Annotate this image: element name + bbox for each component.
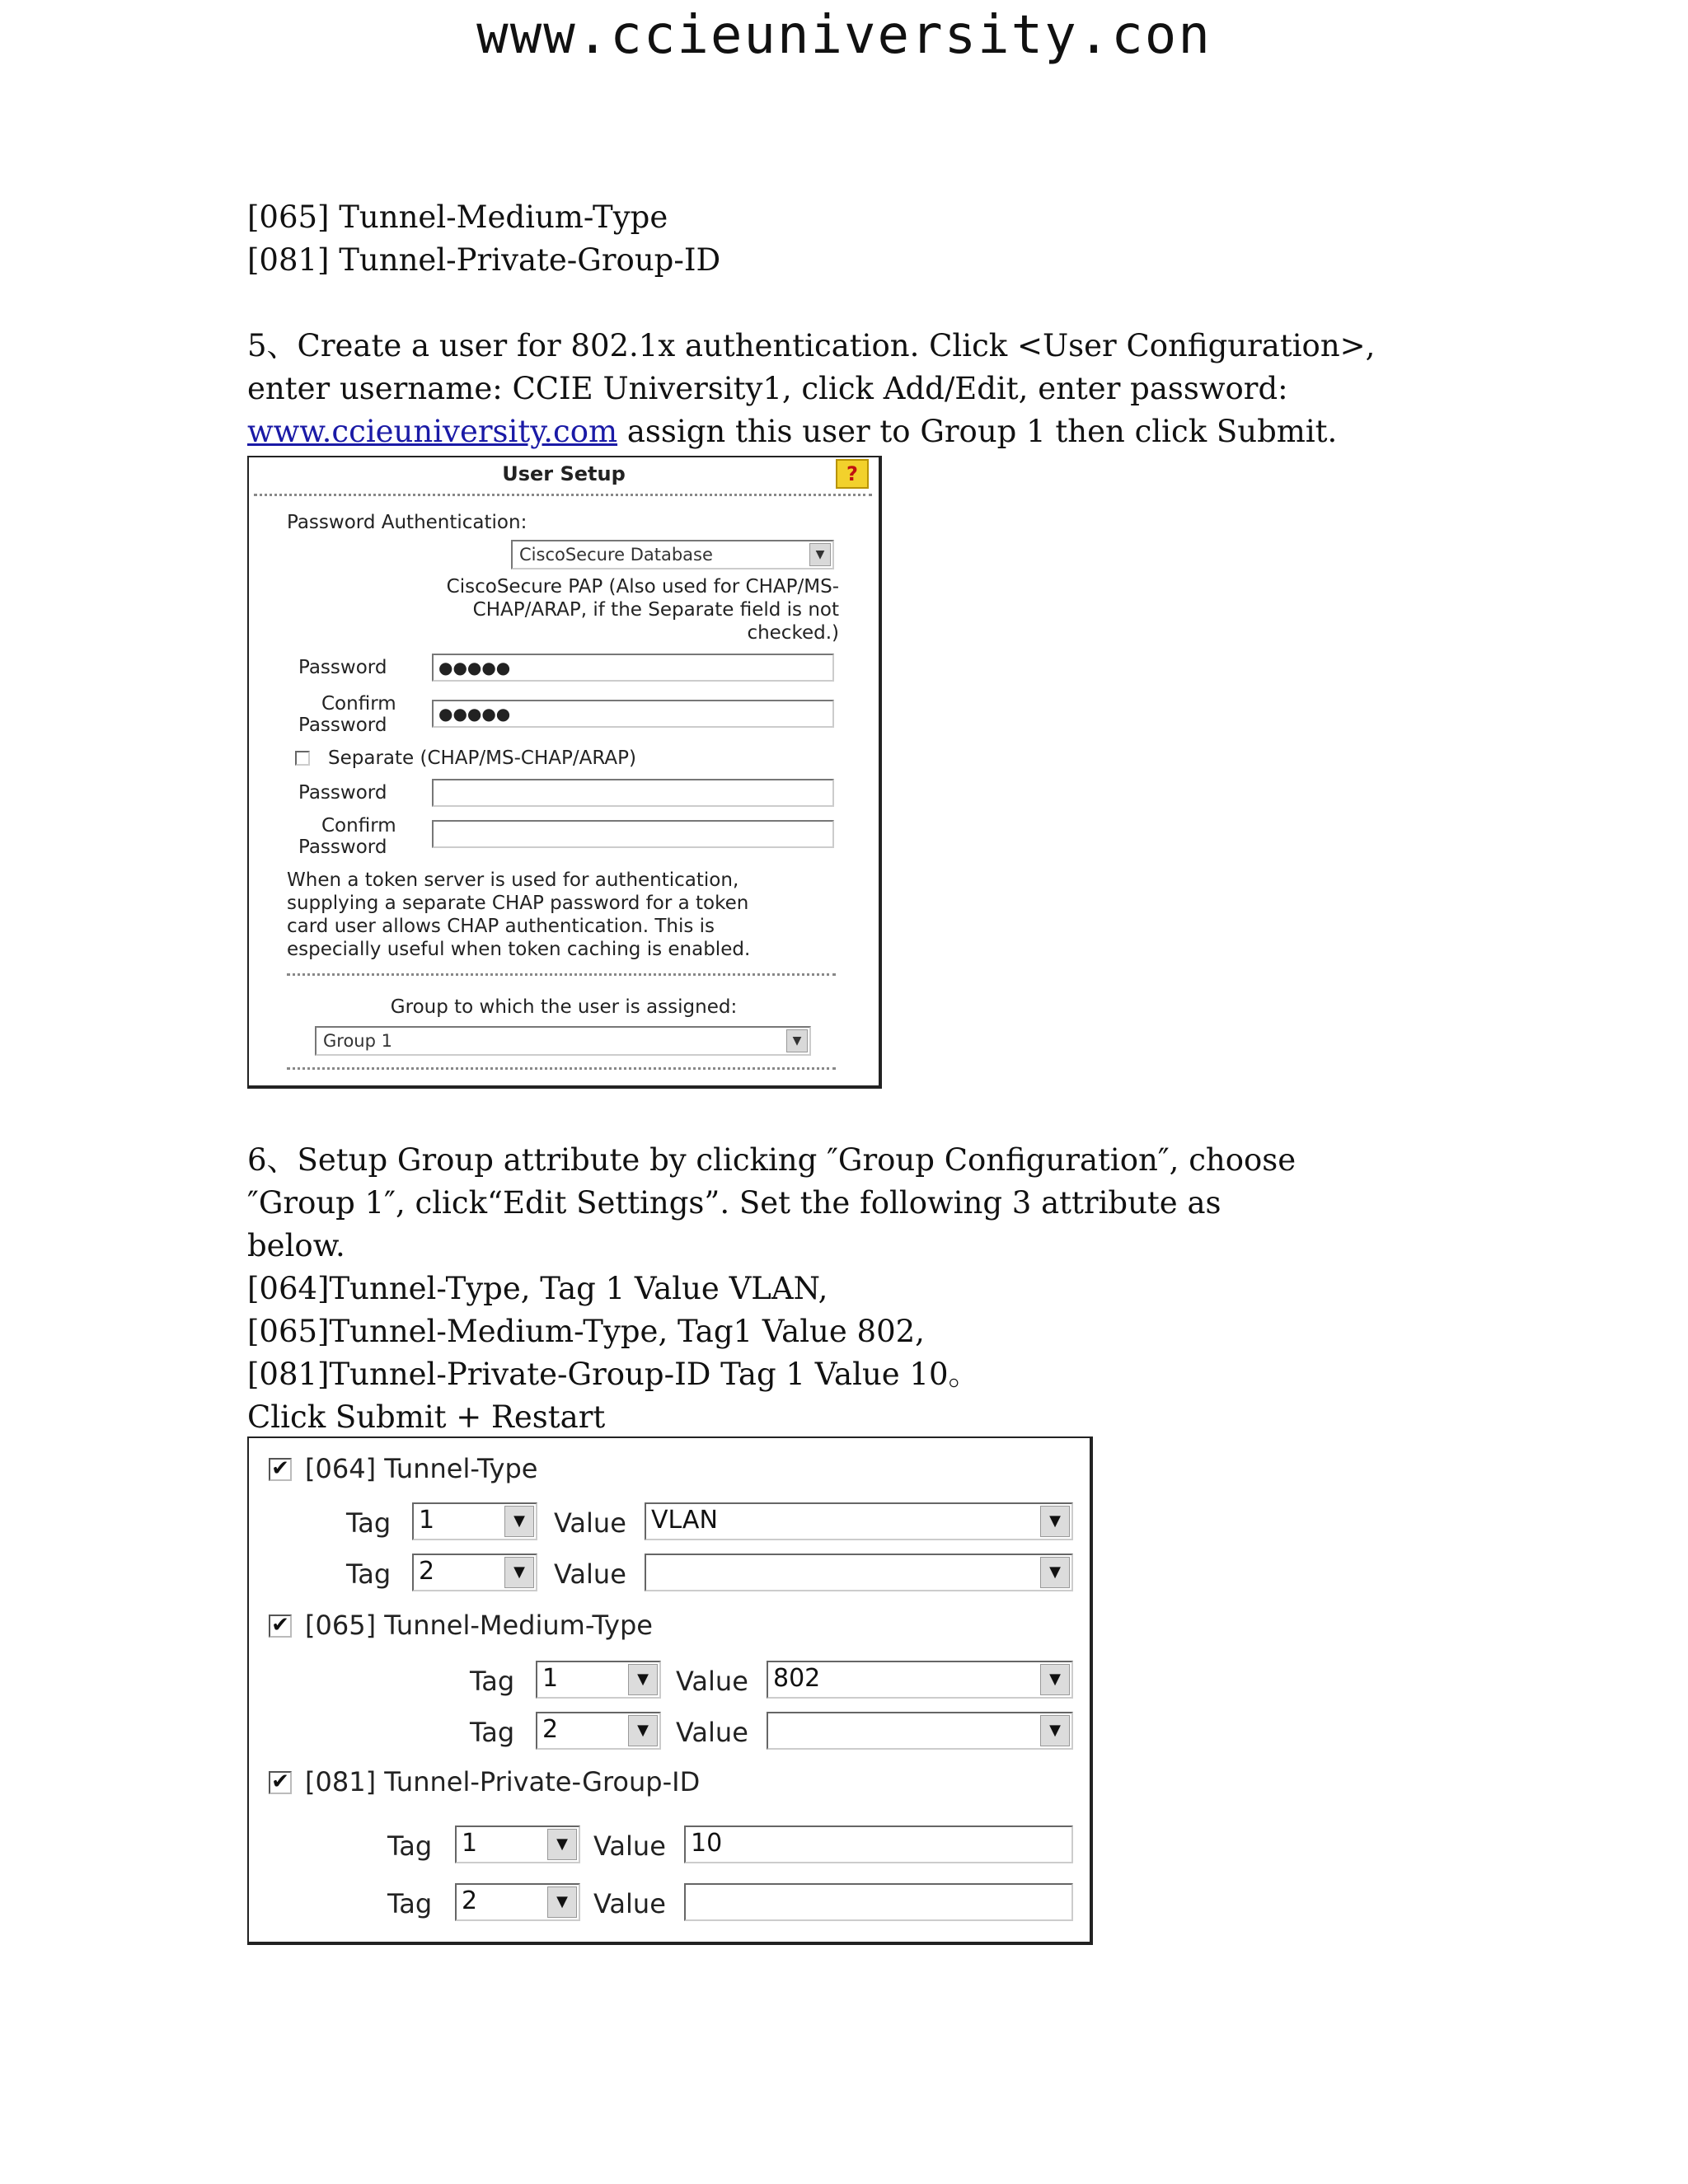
intro-line: [065] Tunnel-Medium-Type <box>247 199 668 235</box>
pap-note-line: checked.) <box>747 622 839 644</box>
value-label: Value <box>593 1888 666 1919</box>
value-text: 802 <box>773 1664 821 1693</box>
step-6-line: 6、Setup Group attribute by clicking ″Group Configuration″, choose <box>247 1142 1296 1178</box>
value-text: VLAN <box>651 1506 718 1535</box>
database-select[interactable] <box>511 540 834 569</box>
separate-label: Separate (CHAP/MS-CHAP/ARAP) <box>328 748 636 769</box>
attribute-name: [065] Tunnel-Medium-Type <box>305 1610 653 1641</box>
intro-line: [081] Tunnel-Private-Group-ID <box>247 242 721 278</box>
tag-value: 2 <box>542 1715 559 1744</box>
password-auth-label: Password Authentication: <box>287 512 528 533</box>
site-header: www.ccieuniversity.con <box>476 5 1212 66</box>
help-icon[interactable]: ? <box>836 459 869 489</box>
group-label: Group to which the user is assigned: <box>390 996 738 1018</box>
value-label: Value <box>554 1507 626 1539</box>
chevron-down-icon[interactable]: ▼ <box>786 1029 808 1052</box>
confirm-password-label: Password <box>298 715 387 736</box>
chevron-down-icon[interactable]: ▼ <box>547 1829 577 1860</box>
value-label: Value <box>676 1666 748 1697</box>
step-5-line <box>247 410 1533 453</box>
token-note-line: When a token server is used for authentication, <box>287 869 739 891</box>
tunnel-type-checkbox[interactable]: ✔ <box>269 1458 292 1481</box>
value-select[interactable] <box>767 1661 1073 1699</box>
intro-text <box>247 196 1533 282</box>
tag-label: Tag <box>387 1830 433 1862</box>
website-link[interactable]: www.ccieuniversity.com <box>247 414 618 449</box>
tunnel-medium-type-checkbox[interactable]: ✔ <box>269 1615 292 1638</box>
confirm-password-input[interactable]: ●●●●● <box>432 700 834 728</box>
value-input[interactable] <box>684 1883 1073 1921</box>
separate-confirm-label: Password <box>298 837 387 858</box>
step-6-line: below. <box>247 1228 345 1263</box>
separate-confirm-label: Confirm <box>321 815 396 837</box>
value-select[interactable] <box>767 1712 1073 1750</box>
chevron-down-icon[interactable]: ▼ <box>504 1506 534 1537</box>
value-label: Value <box>554 1558 626 1590</box>
step-5-text <box>247 325 1533 453</box>
chevron-down-icon[interactable]: ▼ <box>809 543 831 566</box>
attribute-name: [064] Tunnel-Type <box>305 1453 538 1484</box>
value-input[interactable]: 10 <box>684 1825 1073 1863</box>
step-6-line: [081]Tunnel-Private-Group-ID Tag 1 Value 10。 <box>247 1357 979 1392</box>
tag-value: 1 <box>419 1506 435 1535</box>
chevron-down-icon[interactable]: ▼ <box>1040 1557 1070 1588</box>
tag-select[interactable] <box>536 1661 661 1699</box>
attribute-name: [081] Tunnel-Private-Group-ID <box>305 1766 701 1797</box>
value-select[interactable] <box>645 1554 1073 1591</box>
value-label: Value <box>593 1830 666 1862</box>
chevron-down-icon[interactable]: ▼ <box>547 1886 577 1918</box>
chevron-down-icon[interactable]: ▼ <box>1040 1715 1070 1746</box>
user-setup-title: User Setup <box>502 462 626 485</box>
group-attributes-panel <box>247 1436 1093 1945</box>
database-value: CiscoSecure Database <box>519 545 713 565</box>
tag-value: 2 <box>419 1557 435 1586</box>
value-label: Value <box>676 1717 748 1748</box>
separate-password-input[interactable] <box>432 779 834 807</box>
chevron-down-icon[interactable]: ▼ <box>504 1557 534 1588</box>
step-6-line: Click Submit + Restart <box>247 1399 606 1435</box>
tag-select[interactable] <box>412 1554 537 1591</box>
tag-value: 2 <box>462 1886 478 1915</box>
confirm-password-label: Confirm <box>321 693 396 715</box>
value-select[interactable] <box>645 1502 1073 1540</box>
step-6-line: [064]Tunnel-Type, Tag 1 Value VLAN, <box>247 1271 828 1306</box>
pap-note-line: CiscoSecure PAP (Also used for CHAP/MS- <box>446 576 839 598</box>
tag-label: Tag <box>346 1558 392 1590</box>
chevron-down-icon[interactable]: ▼ <box>1040 1506 1070 1537</box>
tag-label: Tag <box>470 1717 515 1748</box>
step-6-line: ″Group 1″, click“Edit Settings”. Set the following 3 attribute as <box>247 1185 1221 1221</box>
separate-password-label: Password <box>298 782 387 804</box>
user-setup-panel <box>247 456 882 1089</box>
tag-label: Tag <box>470 1666 515 1697</box>
chevron-down-icon[interactable]: ▼ <box>628 1715 658 1746</box>
chevron-down-icon[interactable]: ▼ <box>628 1664 658 1695</box>
separate-checkbox[interactable] <box>295 751 310 766</box>
divider <box>287 973 836 976</box>
tag-select[interactable] <box>536 1712 661 1750</box>
group-select[interactable] <box>315 1026 811 1056</box>
step-6-line: [065]Tunnel-Medium-Type, Tag1 Value 802, <box>247 1314 925 1349</box>
tag-select[interactable] <box>455 1883 580 1921</box>
step-5-line: enter username: CCIE University1, click Add/Edit, enter password: <box>247 371 1288 406</box>
token-note-line: card user allows CHAP authentication. This is <box>287 916 715 937</box>
token-note-line: especially useful when token caching is enabled. <box>287 939 751 960</box>
password-input[interactable]: ●●●●● <box>432 654 834 682</box>
tag-value: 1 <box>542 1664 559 1693</box>
tag-select[interactable] <box>455 1825 580 1863</box>
token-note-line: supplying a separate CHAP password for a token <box>287 893 749 914</box>
separate-confirm-input[interactable] <box>432 820 834 848</box>
tag-label: Tag <box>387 1888 433 1919</box>
pap-note-line: CHAP/ARAP, if the Separate field is not <box>472 599 839 621</box>
tag-label: Tag <box>346 1507 392 1539</box>
step-6-text <box>247 1139 1533 1439</box>
step-5-line: 5、Create a user for 802.1x authentication. Click <User Configuration>, <box>247 328 1376 363</box>
divider <box>254 494 872 496</box>
password-label: Password <box>298 657 387 678</box>
chevron-down-icon[interactable]: ▼ <box>1040 1664 1070 1695</box>
group-value: Group 1 <box>323 1031 392 1051</box>
tag-value: 1 <box>462 1829 478 1858</box>
tag-select[interactable] <box>412 1502 537 1540</box>
step-5-line-rest: assign this user to Group 1 then click Submit. <box>617 414 1338 449</box>
divider <box>287 1067 836 1070</box>
tunnel-private-group-id-checkbox[interactable]: ✔ <box>269 1771 292 1794</box>
